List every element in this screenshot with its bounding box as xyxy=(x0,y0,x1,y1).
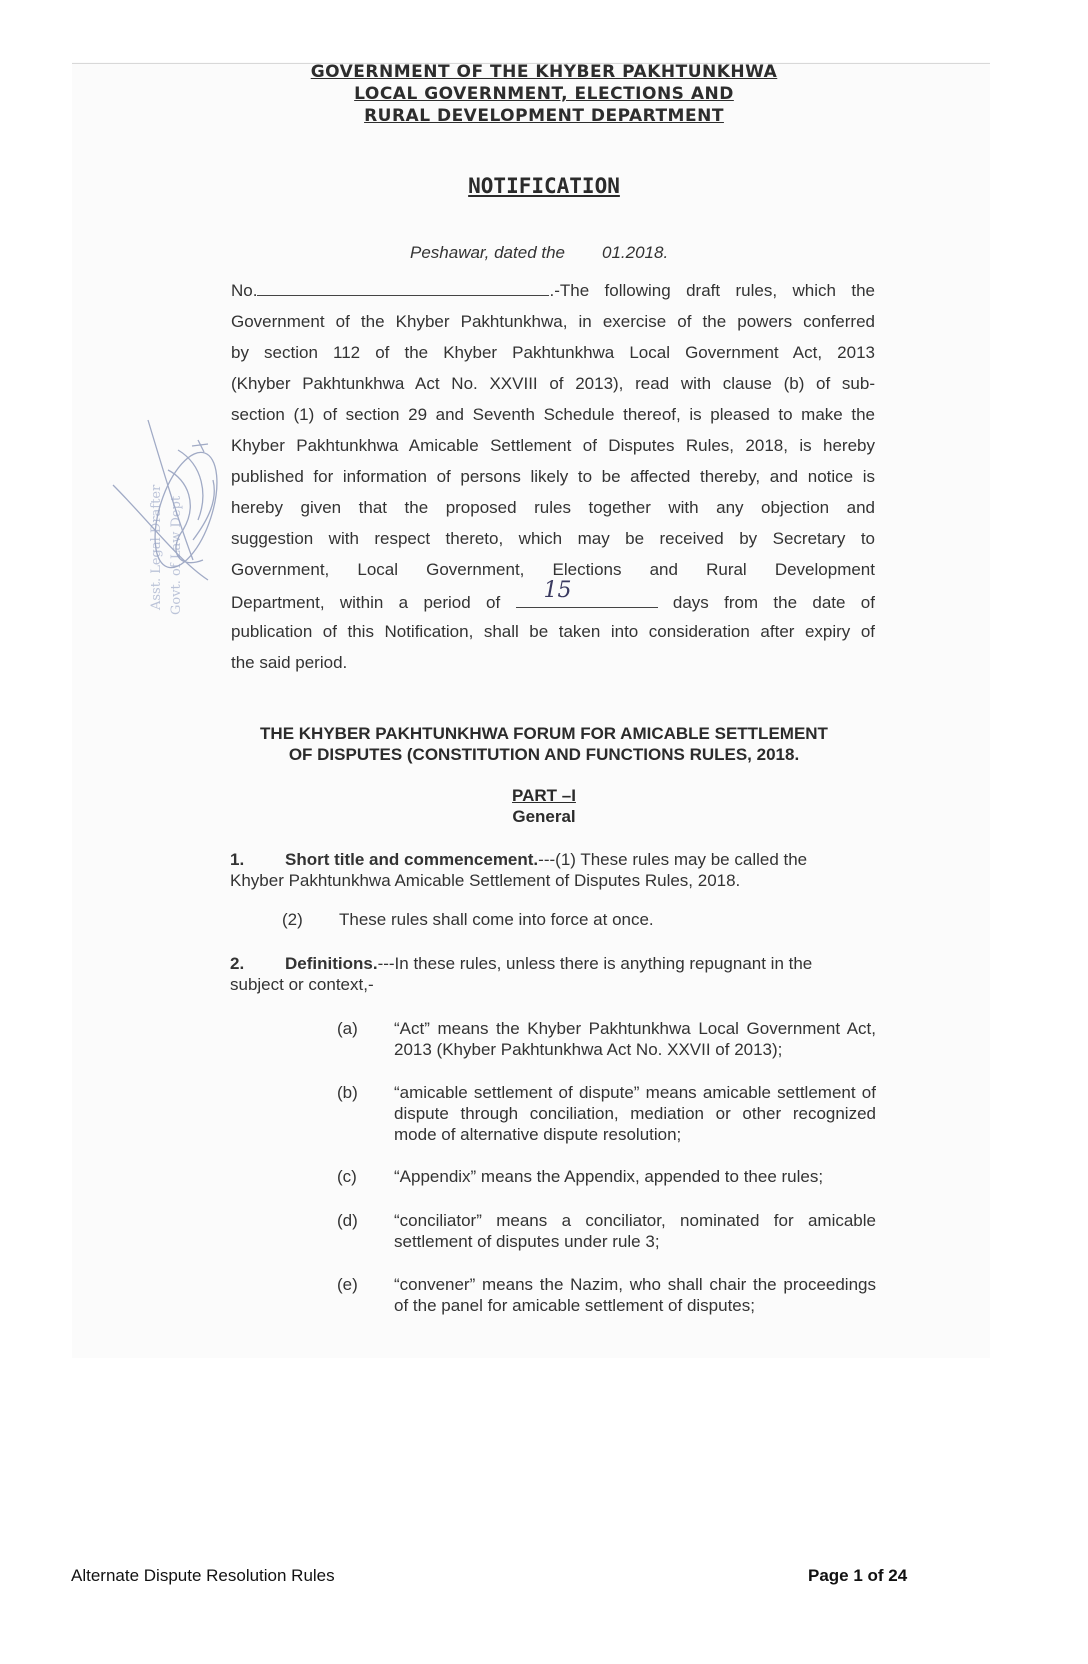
days-blank xyxy=(516,578,658,608)
notification-title: NOTIFICATION xyxy=(468,174,620,198)
rule-1: 1. Short title and commencement.---(1) These rules may be called the Khyber Pakhtunkhwa Amicable Settlement of Disputes Rules, 2018. xyxy=(230,850,808,890)
rules-title-line-2: OF DISPUTES (CONSTITUTION AND FUNCTIONS RULES, 2018. xyxy=(288,745,800,764)
dated-line xyxy=(410,243,669,263)
header-department-line1: LOCAL GOVERNMENT, ELECTIONS AND xyxy=(354,84,734,104)
rule-2-heading: Definitions. xyxy=(285,954,378,973)
footer-page-number: Page 1 of 24 xyxy=(808,1566,908,1585)
handwritten-days: 15 xyxy=(543,578,572,603)
intro-line-4: (Khyber Pakhtunkhwa Act No. XXVIII of 2013), read with clause (b) of sub- xyxy=(231,374,875,393)
footer-document-title: Alternate Dispute Resolution Rules xyxy=(71,1566,335,1585)
rule-2-number: 2. xyxy=(230,954,245,973)
rule-1-sub-2: (2) These rules shall come into force at once. xyxy=(282,910,654,929)
header-department-line2: RURAL DEVELOPMENT DEPARTMENT xyxy=(364,106,724,126)
rules-title-line-1: THE KHYBER PAKHTUNKHWA FORUM FOR AMICABLE SETTLEMENT xyxy=(260,724,828,743)
part-name: General xyxy=(512,807,576,826)
intro-line-2: Government of the Khyber Pakhtunkhwa, in exercise of the powers conferred xyxy=(231,312,875,331)
intro-line-7: published for information of persons likely to be affected thereby, and notice is xyxy=(231,467,875,486)
no-label: No. xyxy=(231,281,258,300)
dated-date: 01.2018. xyxy=(602,243,669,262)
header-government: GOVERNMENT OF THE KHYBER PAKHTUNKHWA xyxy=(310,62,778,82)
number-blank xyxy=(257,281,549,296)
intro-line-11: Department, within a period of 15 days from the date of xyxy=(231,578,875,612)
rule-2: 2. Definitions.---In these rules, unless there is anything repugnant in the subject or context,- xyxy=(230,954,813,994)
official-stamp-signature xyxy=(108,410,238,630)
part-label: PART –I xyxy=(512,786,576,805)
intro-line-9: suggestion with respect thereto, which may be received by Secretary to xyxy=(231,529,875,548)
svg-text:Asst. Legal Drafter: Asst. Legal Drafter xyxy=(149,484,164,610)
intro-line-10: Government, Local Government, Elections and Rural Development xyxy=(231,560,875,579)
intro-line-5: section (1) of section 29 and Seventh Schedule thereof, is pleased to make the xyxy=(231,405,875,424)
intro-line-3: by section 112 of the Khyber Pakhtunkhwa Local Government Act, 2013 xyxy=(231,343,875,362)
svg-text:Govt. of Law Dept: Govt. of Law Dept xyxy=(169,495,184,615)
dated-prefix: Peshawar, dated the xyxy=(410,243,566,262)
intro-line-1: No. .-The following draft rules, which the xyxy=(231,281,875,300)
intro-line-13: the said period. xyxy=(231,653,348,672)
rule-1-heading: Short title and commencement. xyxy=(285,850,539,869)
intro-line-6: Khyber Pakhtunkhwa Amicable Settlement of Disputes Rules, 2018, is hereby xyxy=(231,436,875,455)
rule-1-number: 1. xyxy=(230,850,245,869)
intro-line-12: publication of this Notification, shall be taken into consideration after expiry of xyxy=(231,622,875,641)
intro-line-8: hereby given that the proposed rules together with any objection and xyxy=(231,498,875,517)
